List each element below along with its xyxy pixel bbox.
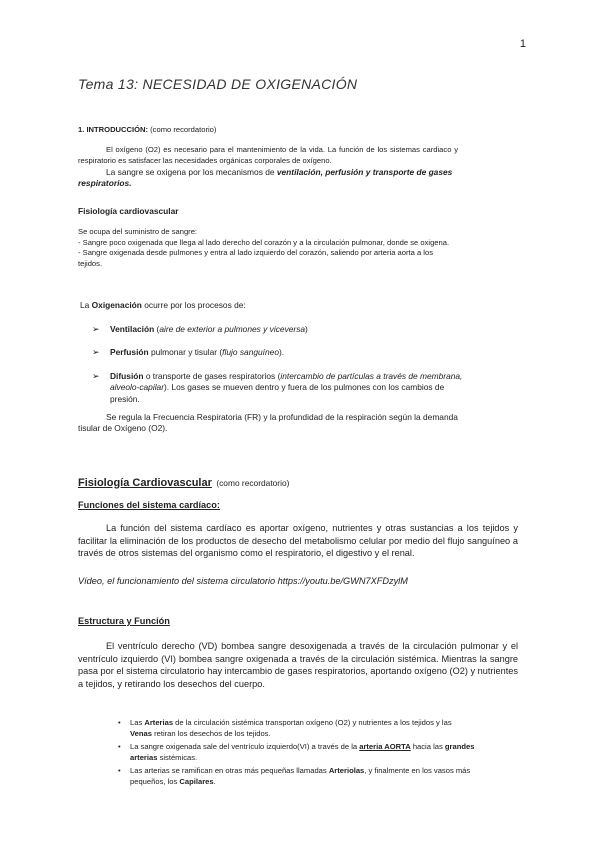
text: La sangre oxigenada sale del ventrículo izquierdo(VI) a través de la — [130, 742, 360, 752]
term: Perfusión — [110, 347, 149, 358]
bold-text: Venas — [130, 728, 152, 738]
intro-heading: 1. INTRODUCCIÓN: — [78, 125, 149, 134]
fisio-line-1: Se ocupa del suministro de sangre: — [78, 227, 198, 236]
term: Ventilación — [110, 324, 155, 334]
text: , y finalmente en los vasos más pequeños, los — [130, 766, 471, 786]
bold-text: Capilares — [179, 776, 214, 786]
italic-text: intercambio de partículas a través de membrana, alveolo-capilar — [110, 370, 463, 393]
text: . — [213, 776, 216, 786]
list-item — [110, 324, 470, 335]
text: Las arterias se ramifican en otras más pequeñas llamadas — [130, 766, 329, 776]
list-item — [130, 742, 475, 763]
list-item — [110, 347, 470, 358]
fisio-line-2: - Sangre poco oxigenada que llega al lado derecho del corazón y a la circulación pulmonar, donde se oxigena. — [78, 237, 450, 247]
intro-p2-emphasis: ventilación, perfusión y transporte de gases respiratorios. — [78, 167, 453, 189]
bold-text: grandes arterias — [130, 742, 475, 762]
text: o transporte de gases respiratorios ( — [143, 370, 281, 381]
intro-paragraph-2 — [78, 167, 458, 190]
intro-paragraph-1: El oxígeno (O2) es necesario para el mantenimiento de la vida. La función de los sistemas cardiaco y respiratorio es satisfacer las necesidades orgánicas corporales de oxígeno. — [78, 145, 458, 165]
document-title: Tema 13: NECESIDAD DE OXIGENACIÓN — [78, 76, 358, 92]
frecuencia-paragraph: Se regula la Frecuencia Respiratoria (FR) y la profundidad de la respiración según la demanda tisular de Oxígeno (O2). — [78, 412, 458, 434]
fisio-heading: Fisiología cardiovascular — [78, 206, 179, 216]
page-number: 1 — [519, 38, 526, 50]
text: de la circulación sistémica transportan oxígeno (O2) y nutrientes a los tejidos y las — [173, 718, 452, 727]
term: Difusión — [110, 370, 144, 381]
text: retiran los desechos de los tejidos. — [151, 728, 271, 738]
intro-p2-text: La sangre se oxigena por los mecanismos de — [106, 167, 277, 177]
intro-heading-note: (como recordatorio) — [150, 125, 217, 134]
list-item — [130, 718, 475, 739]
list-item — [110, 371, 470, 405]
oxig-post: ocurre por los procesos de: — [141, 300, 246, 310]
oxigenacion-list — [110, 324, 470, 405]
estructura-heading-text: Estructura y Función — [78, 616, 170, 626]
bold-text: Arterias — [144, 718, 174, 727]
oxigenacion-intro — [80, 300, 480, 311]
text: ( — [154, 324, 160, 334]
intro-heading-line — [78, 125, 458, 136]
text: Las — [130, 718, 145, 727]
text: ) — [305, 324, 308, 334]
text: pulmonar y tisular ( — [148, 347, 223, 358]
oxig-pre: La — [80, 300, 92, 310]
video-link[interactable]: Vídeo, el funcionamiento del sistema circulatorio https://youtu.be/GWN7XFDzylM — [78, 576, 408, 586]
estructura-paragraph: El ventrículo derecho (VD) bombea sangre desoxigenada a través de la circulación pulmonar y el ventrículo izquierdo (VI) bombea sangre oxigenada a través de la circulación sistémica. Mientras la sangre pasa por el sistema circulatorio hay intercambio de gases respiratorios, aportando oxígeno (O2) y nutrientes a tejidos, y retirando los desechos del cuerpo. — [78, 641, 518, 689]
oxig-bold: Oxigenación — [91, 300, 142, 310]
fisio-block — [78, 227, 458, 269]
funciones-heading — [78, 499, 220, 512]
fisio-line-3: - Sangre oxigenada desde pulmones y entra al lado izquierdo del corazón, saliendo por arteria aorta a los tejidos. — [78, 248, 434, 268]
fisio2-heading: Fisiología Cardiovascular — [78, 477, 212, 489]
list-item — [130, 766, 475, 787]
text: hacia las — [410, 742, 445, 752]
text: ). Los gases se mueven dentro y fuera de los pulmones con los cambios de presión. — [110, 382, 445, 404]
estructura-list — [130, 718, 475, 788]
funciones-paragraph: La función del sistema cardíaco es aportar oxígeno, nutrientes y otras sustancias a los tejidos y facilitar la eliminación de los productos de desecho del metabolismo celular por medio del flujo sanguíneo a través de otros sistemas del organismo como el respiratorio, el digestivo y el renal. — [78, 523, 518, 559]
italic-text: flujo sanguíneo — [222, 347, 279, 358]
fisio2-note: (como recordatorio) — [216, 478, 290, 488]
text: ). — [278, 347, 285, 358]
fisio2-heading-line — [78, 473, 289, 491]
funciones-heading-text: Funciones del sistema cardíaco: — [78, 500, 220, 510]
text: sistémicas. — [157, 752, 198, 762]
bold-underlined-text: arteria AORTA — [359, 742, 411, 752]
estructura-heading — [78, 615, 170, 628]
italic-text: aire de exterior a pulmones y viceversa — [159, 324, 306, 334]
bold-text: Arteriolas — [328, 766, 365, 776]
